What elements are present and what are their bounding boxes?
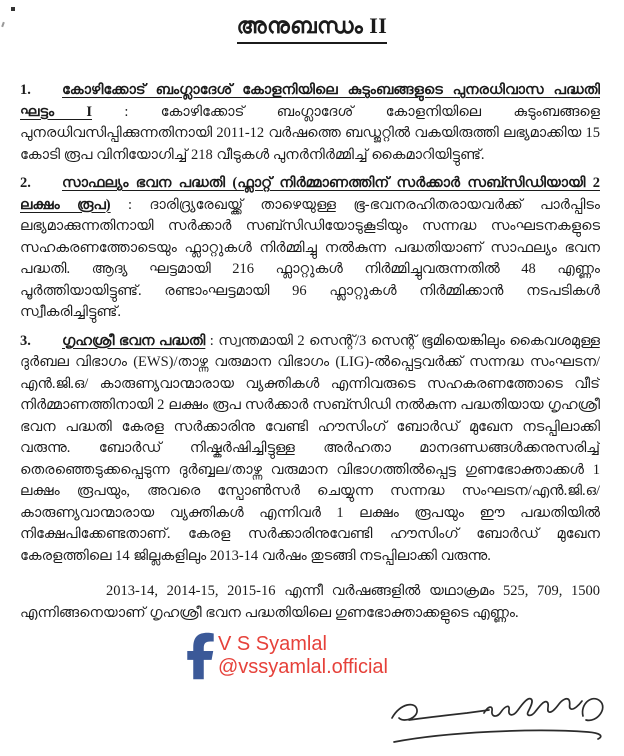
document-title — [0, 13, 624, 44]
paragraph-2-number: 2. — [20, 175, 31, 191]
paragraph-2 — [20, 173, 600, 324]
paragraph-3-text: : സ്വന്തമായി 2 സെന്റ്/3 സെന്റ് ഭൂമിയെങ്കിലും കൈവശമുള്ള ദുർബല വിഭാഗം (EWS)/താഴ്ന്ന വരുമാന വിഭാഗം (LIG)-ൽപ്പെട്ടവർക്ക് സന്നദ്ധ സംഘടന/എൻ.ജി.ഒ/ കാരുണ്യവാന്മാരായ വ്യക്തികൾ എന്നിവരുടെ സഹകരണത്തോടെ വീട് നിർമ്മാണത്തിനായി 2 ലക്ഷം രൂപ സർക്കാർ സബ്സിഡി നൽകുന്ന പദ്ധതിയായ ഗൃഹശ്രീ ഭവന പദ്ധതി കേരള സർക്കാരിനു വേണ്ടി ഹൗസിംഗ് ബോർഡ് മുഖേന നടപ്പിലാക്കി വരുന്നു. ബോർഡ് നിഷ്കർഷിച്ചിട്ടുള്ള അർഹതാ മാനദണ്ഡങ്ങൾക്കനുസരിച്ച് തെരഞ്ഞെടുക്കപ്പെടുന്ന ദുർബ്ബല/താഴ്ന്ന വരുമാന വിഭാഗത്തിൽപ്പെട്ട ഗുണഭോക്താക്കൾ 1 ലക്ഷം രൂപയും, അവരെ സ്പോൺസർ ചെയ്യുന്ന സന്നദ്ധ സംഘടന/എൻ.ജി.ഒ/ കാരുണ്യവാന്മാരായ വ്യക്തികൾ എന്നിവർ 1 ലക്ഷം രൂപയും ഈ പദ്ധതിയിൽ നിക്ഷേപിക്കേണ്ടതാണ്. കേരള സർക്കാരിനുവേണ്ടി ഹൗസിംഗ് ബോർഡ് മുഖേന കേരളത്തിലെ 14 ജില്ലകളിലും 2013-14 വർഷം തുടങ്ങി നടപ്പിലാക്കി വരുന്നു. — [20, 332, 600, 564]
watermark-name: V S Syamlal — [218, 633, 327, 655]
paragraph-3-number: 3. — [20, 332, 31, 349]
paragraph-1-heading: കോഴിക്കോട് ബംഗ്ലാദേശ് കോളനിയിലെ കുടുംബങ്ങളുടെ പുനരധിവാസ പദ്ധതി ഘട്ടം I — [20, 82, 600, 120]
facebook-f-icon — [186, 632, 215, 680]
paragraph-3-heading: ഗൃഹശ്രീ ഭവന പദ്ധതി — [62, 332, 206, 349]
scan-artifact — [11, 7, 15, 11]
paragraph-1-number: 1. — [20, 82, 31, 98]
facebook-watermark — [186, 632, 388, 680]
paragraph-2-heading: സാഫല്യം ഭവന പദ്ധതി (ഫ്ലാറ്റ് നിർമ്മാണത്തിന് സർക്കാർ സബ്സിഡിയായി 2 ലക്ഷം രൂപ) — [20, 175, 600, 213]
handwritten-signature — [384, 680, 616, 752]
paragraph-1 — [20, 80, 600, 166]
paragraph-1-text: : കോഴിക്കോട് ബംഗ്ലാദേശ് കോളനിയിലെ കുടുംബങ്ങളെ പുനരധിവസിപ്പിക്കുന്നതിനായി 2011-12 വർഷത്തെ ബഡ്ജറ്റിൽ വകയിരുത്തി ലഭ്യമാക്കിയ 15 കോടി രൂപ വിനിയോഗിച്ച് 218 വീടുകൾ പുനർനിർമ്മിച്ച് കൈമാറിയിട്ടുണ്ട്. — [20, 103, 600, 163]
closing-paragraph: 2013-14, 2014-15, 2015-16 എന്നീ വർഷങ്ങളിൽ യഥാക്രമം 525, 709, 1500 എന്നിങ്ങനെയാണ് ഗൃഹശ്രീ ഭവന പദ്ധതിയിലെ ഗുണഭോക്താക്കളുടെ എണ്ണം. — [20, 583, 600, 621]
paragraph-3 — [20, 331, 600, 568]
watermark-handle: @vssyamlal.official — [218, 656, 388, 678]
document-body — [20, 80, 600, 628]
document-title-text: അനുബന്ധം II — [237, 13, 388, 44]
paragraph-2-text: : ദാരിദ്ര്യരേഖയ്ക്ക് താഴെയുള്ള ഭൂ-ഭവനരഹിതരായവർക്ക് പാർപ്പിടം ലഭ്യമാക്കുന്നതിനായി സർക്കാർ സബ്സിഡിയോടുകൂടിയും സന്നദ്ധ സംഘടനകളുടെ സഹകരണത്തോടെയും ഫ്ലാറ്റുകൾ നിർമ്മിച്ചു നൽകുന്ന പദ്ധതിയാണ് സാഫല്യം ഭവന പദ്ധതി. ആദ്യ ഘട്ടമായി 216 ഫ്ലാറ്റുകൾ നിർമ്മിച്ചുവരുന്നതിൽ 48 എണ്ണം പൂർത്തിയായിട്ടുണ്ട്. രണ്ടാംഘട്ടമായി 96 ഫ്ലാറ്റുകൾ നിർമ്മിക്കാൻ നടപടികൾ സ്വീകരിച്ചിട്ടുണ്ട്. — [20, 196, 600, 320]
watermark-text — [218, 632, 388, 679]
